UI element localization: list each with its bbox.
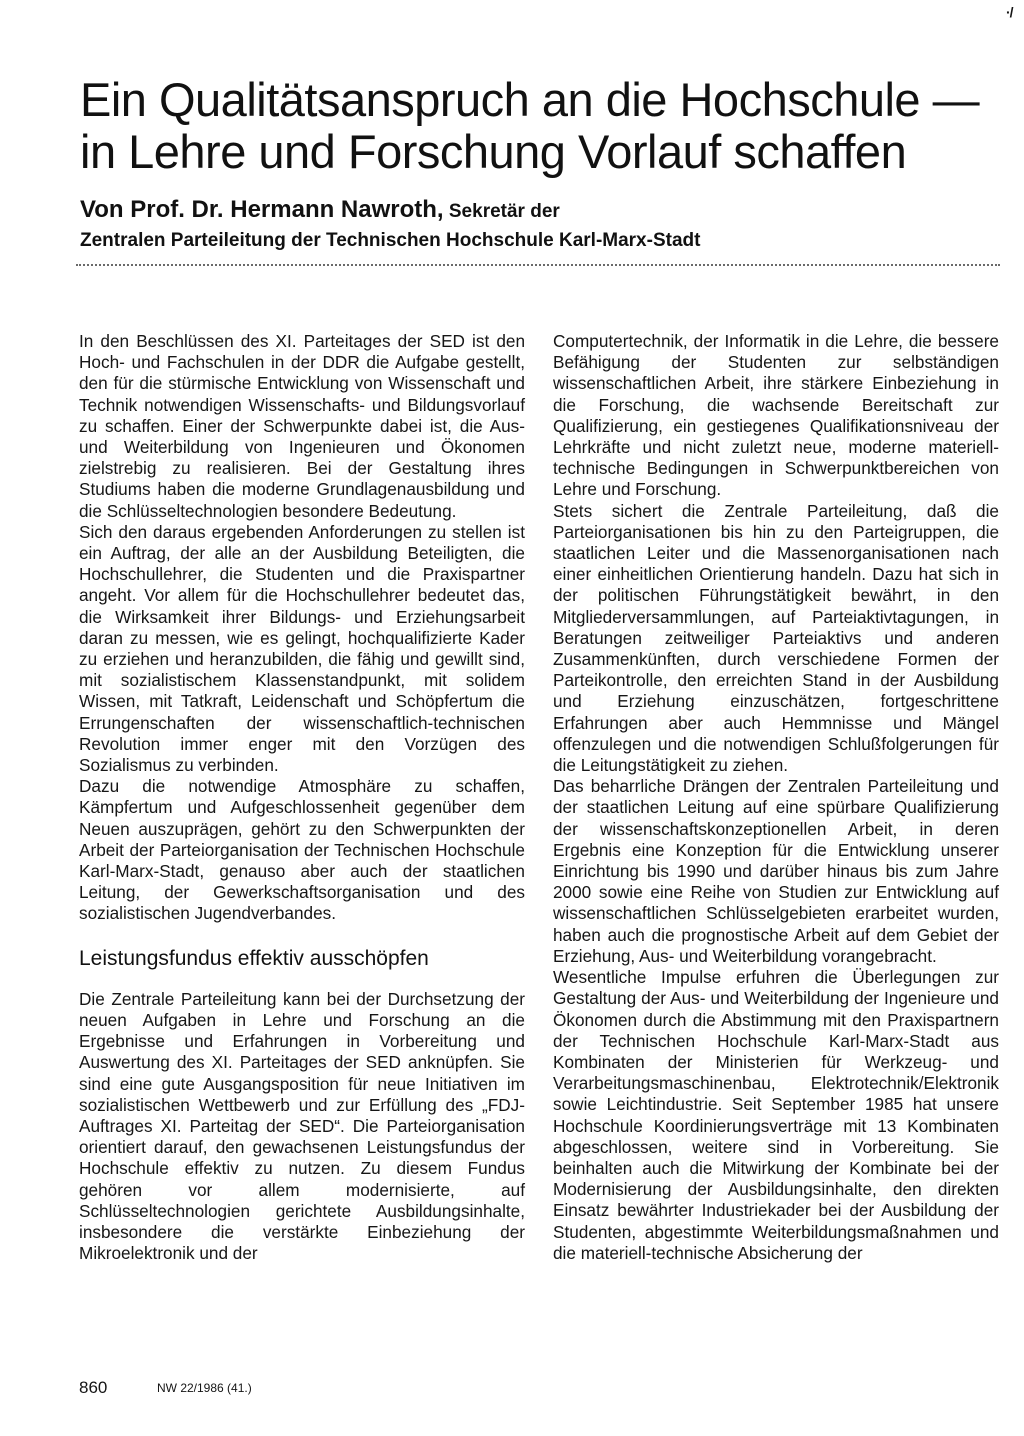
byline-line-1 (80, 196, 1000, 227)
right-paragraph: Stets sichert die Zentrale Parteileitung, daß die Parteiorganisationen bis hin zu den Parteigruppen, die staatlichen Leiter und die Massenorganisationen nach einer einheitlichen Orientierung handeln. Dazu hat sich in der politischen Führungstätigkeit bewährt, in den Mitgliederversammlungen, auf Parteiaktivtagungen, in Beratungen zeitweiliger Parteiaktivs und anderen Zusammenkünften, durch verschiedene Formen der Parteikontrolle, den erreichten Stand in der Ausbildung und Erziehung einzuschätzen, fortgeschrittene Erfahrungen aber auch Hemmnisse und Mängel offenzulegen und die notwendigen Schlußfolgerungen für die Leitungstätigkeit zu ziehen. (553, 500, 999, 776)
issue-reference: NW 22/1986 (41.) (157, 1381, 252, 1395)
right-paragraph: Computertechnik, der Informatik in die Lehre, die bessere Befähigung der Studenten zur selbständigen wissenschaftlichen Arbeit, ihre stärkere Einbeziehung in die Forschung, die wachsende Bereitschaft zur Qualifizierung, ein gestiegenes Qualifikationsniveau der Lehrkräfte und nicht zuletzt neue, moderne materiell-technische Bedingungen in Schwerpunktbereichen von Lehre und Forschung. (553, 331, 999, 500)
article-title (80, 74, 1000, 178)
byline-line-2: Zentralen Parteileitung der Technischen Hochschule Karl-Marx-Stadt (80, 230, 701, 251)
header-divider (76, 264, 1000, 266)
page-corner-mark: ·/ (1006, 4, 1013, 20)
article-title-line-1: Ein Qualitätsanspruch an die Hochschule — (80, 73, 980, 126)
article-title-line-2: in Lehre und Forschung Vorlauf schaffen (80, 125, 907, 178)
left-paragraph: Dazu die notwendige Atmosphäre zu schaffen, Kämpfertum und Aufgeschlossenheit gegenüber dem Neuen auszuprägen, gehört zu den Schwerpunkten der Arbeit der Parteiorganisation der Technischen Hochschule Karl-Marx-Stadt, genauso aber auch der staatlichen Leitung, der Gewerkschaftsorganisation und des sozialistischen Jugendverbandes. (79, 776, 525, 924)
byline-author: Von Prof. Dr. Hermann Nawroth, (80, 196, 444, 223)
left-column (79, 331, 525, 1264)
article-byline (80, 196, 1000, 255)
right-paragraph: Das beharrliche Drängen der Zentralen Parteileitung und der staatlichen Leitung auf eine spürbare Qualifizierung der wissenschaftskonzeptionellen Arbeit, in deren Ergebnis eine Konzeption für die Entwicklung unserer Einrichtung bis 1990 und darüber hinaus bis zum Jahre 2000 sowie eine Reihe von Studien zur Entwicklung auf wissenschaftlichen Schlüsselgebieten erarbeitet wurden, haben auch die prognostische Arbeit auf dem Gebiet der Erziehung, Aus- und Weiterbildung vorangebracht. (553, 776, 999, 966)
right-column (553, 331, 999, 1264)
left-paragraph: Sich den daraus ergebenden Anforderungen zu stellen ist ein Auftrag, der alle an der Ausbildung Beteiligten, die Hochschullehrer, die Studenten und die Praxispartner angeht. Vor allem für die Hochschullehrer bedeutet das, die Wirksamkeit ihrer Bildungs- und Erziehungsarbeit daran zu messen, wie es gelingt, hochqualifizierte Kader zu erziehen und heranzubilden, die fähig und gewillt sind, mit sozialistischem Klassenstandpunkt, mit solidem Wissen, mit Tatkraft, Leidenschaft und Schöpfertum die Errungenschaften der wissenschaftlich-technischen Revolution immer enger mit den Vorzügen des Sozialismus zu verbinden. (79, 521, 525, 776)
page-footer (79, 1378, 252, 1398)
right-paragraph: Wesentliche Impulse erfuhren die Überlegungen zur Gestaltung der Aus- und Weiterbildung der Ingenieure und Ökonomen durch die Abstimmung mit den Praxispartnern der Technischen Hochschule Karl-Marx-Stadt aus Kombinaten der Ministerien für Werkzeug- und Verarbeitungsmaschinenbau, Elektrotechnik/Elektronik sowie Leichtindustrie. Seit September 1985 hat unsere Hochschule Koordinierungsverträge mit 13 Kombinaten abgeschlossen, weitere sind in Vorbereitung. Sie beinhalten auch die Mitwirkung der Kombinate bei der Modernisierung der Ausbildungsinhalte, den direkten Einsatz bewährter Industriekader bei der Ausbildung der Studenten, abgestimmte Weiterbildungsmaßnahmen und die materiell-technische Absicherung der (553, 967, 999, 1263)
left-paragraph: In den Beschlüssen des XI. Parteitages der SED ist den Hoch- und Fachschulen in der DDR die Aufgabe gestellt, den für die stürmische Entwicklung von Wissenschaft und Technik notwendigen Wissenschafts- und Bildungsvorlauf zu schaffen. Einer der Schwerpunkte dabei ist, die Aus- und Weiterbildung von Ingenieuren und Ökonomen zielstrebig zu realisieren. Bei der Gestaltung ihres Studiums haben die moderne Grundlagenausbildung und die Schlüsseltechnologien besondere Bedeutung. (79, 331, 525, 521)
left-paragraph: Die Zentrale Parteileitung kann bei der Durchsetzung der neuen Aufgaben in Lehre und Forschung an die Ergebnisse und Erfahrungen in Vorbereitung und Auswertung des XI. Parteitages der SED anknüpfen. Sie sind eine gute Ausgangsposition für neue Initiativen im sozialistischen Wettbewerb und zur Erfüllung des „FDJ-Auftrages XI. Parteitag der SED“. Die Parteiorganisation orientiert darauf, den gewachsenen Leistungsfundus der Hochschule effektiv zu nutzen. Zu diesem Fundus gehören vor allem modernisierte, auf Schlüsseltechnologien gerichtete Ausbildungsinhalte, insbesondere die verstärkte Einbeziehung der Mikroelektronik und der (79, 988, 525, 1264)
section-subheading: Leistungsfundus effektiv ausschöpfen (79, 946, 429, 970)
byline-role: Sekretär der (443, 201, 560, 222)
page-number: 860 (79, 1378, 108, 1397)
